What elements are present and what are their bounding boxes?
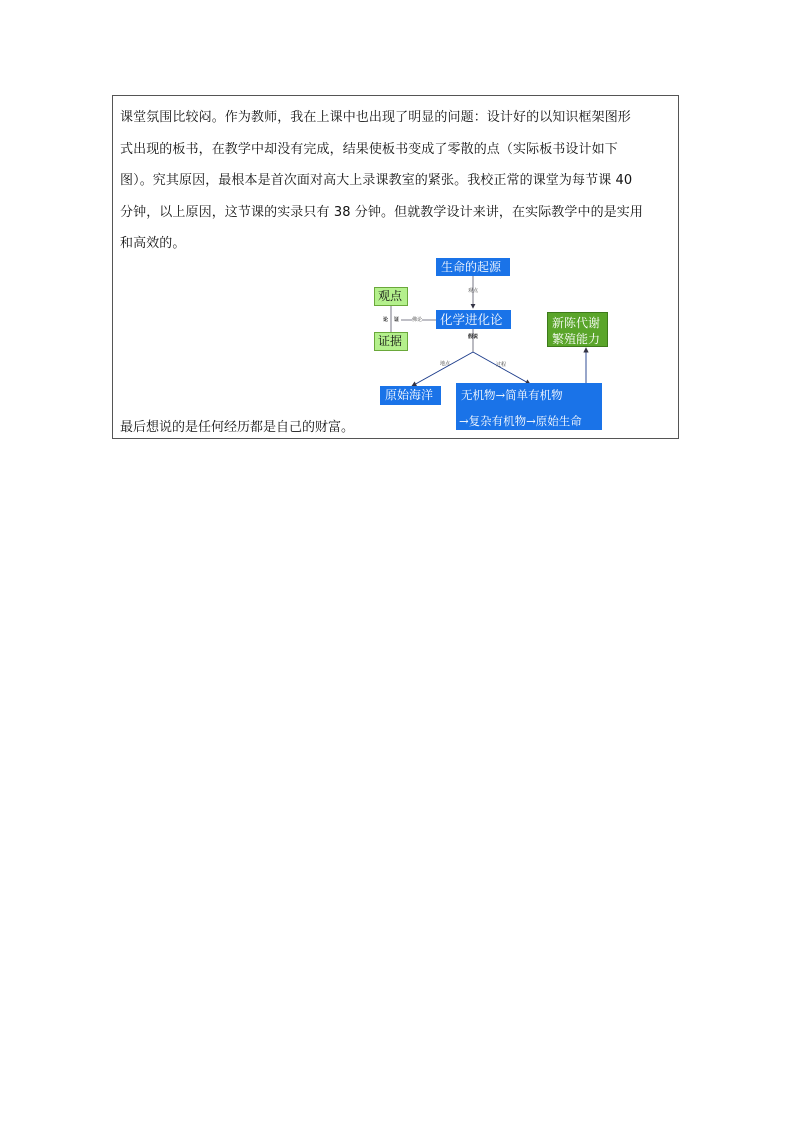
label-process: 过程 [496, 362, 507, 368]
label-argue-c: 佛论 [412, 317, 423, 323]
node-metabolism-reproduction [547, 312, 608, 347]
paragraph-line: 式出现的板书，在教学中却没有完成，结果使板书变成了零散的点（实际板书设计如下 [120, 141, 618, 157]
process-line-1: 无机物→简单有机物 [461, 388, 563, 402]
node-evolution-process [456, 383, 602, 430]
label-argue-a: 论 [383, 317, 389, 323]
node-origin-of-life: 生命的起源 [436, 258, 510, 276]
paragraph-line: 分钟，以上原因，这节课的实录只有 38 分钟。但就教学设计来讲，在实际教学中的是实用 [120, 204, 644, 220]
metabolism-line-1: 新陈代谢 [552, 316, 601, 330]
closing-line: 最后想说的是任何经历都是自己的财富。 [120, 420, 355, 435]
edge-process [473, 352, 530, 384]
label-hypothesis: 假说 [468, 334, 479, 340]
process-line-2: →复杂有机物→原始生命 [459, 414, 582, 428]
node-chemical-evolution: 化学进化论 [436, 310, 511, 329]
node-viewpoint: 观点 [374, 287, 408, 306]
node-primitive-ocean: 原始海洋 [380, 386, 441, 405]
paragraph-line: 课堂氛围比较闷。作为教师，我在上课中也出现了明显的问题：设计好的以知识框架图形 [120, 110, 631, 125]
metabolism-line-2: 繁殖能力 [552, 332, 601, 346]
edge-place [412, 352, 473, 386]
label-argue-b: 证 [394, 317, 400, 323]
label-viewpoint-edge: 观点 [468, 288, 479, 294]
paragraph-line: 和高效的。 [120, 236, 186, 251]
node-evidence: 证据 [374, 332, 408, 351]
paragraph-line: 图）。究其原因，最根本是首次面对高大上录课教室的紧张。我校正常的课堂为每节课 40 [120, 173, 633, 188]
label-place: 地点 [440, 361, 451, 367]
